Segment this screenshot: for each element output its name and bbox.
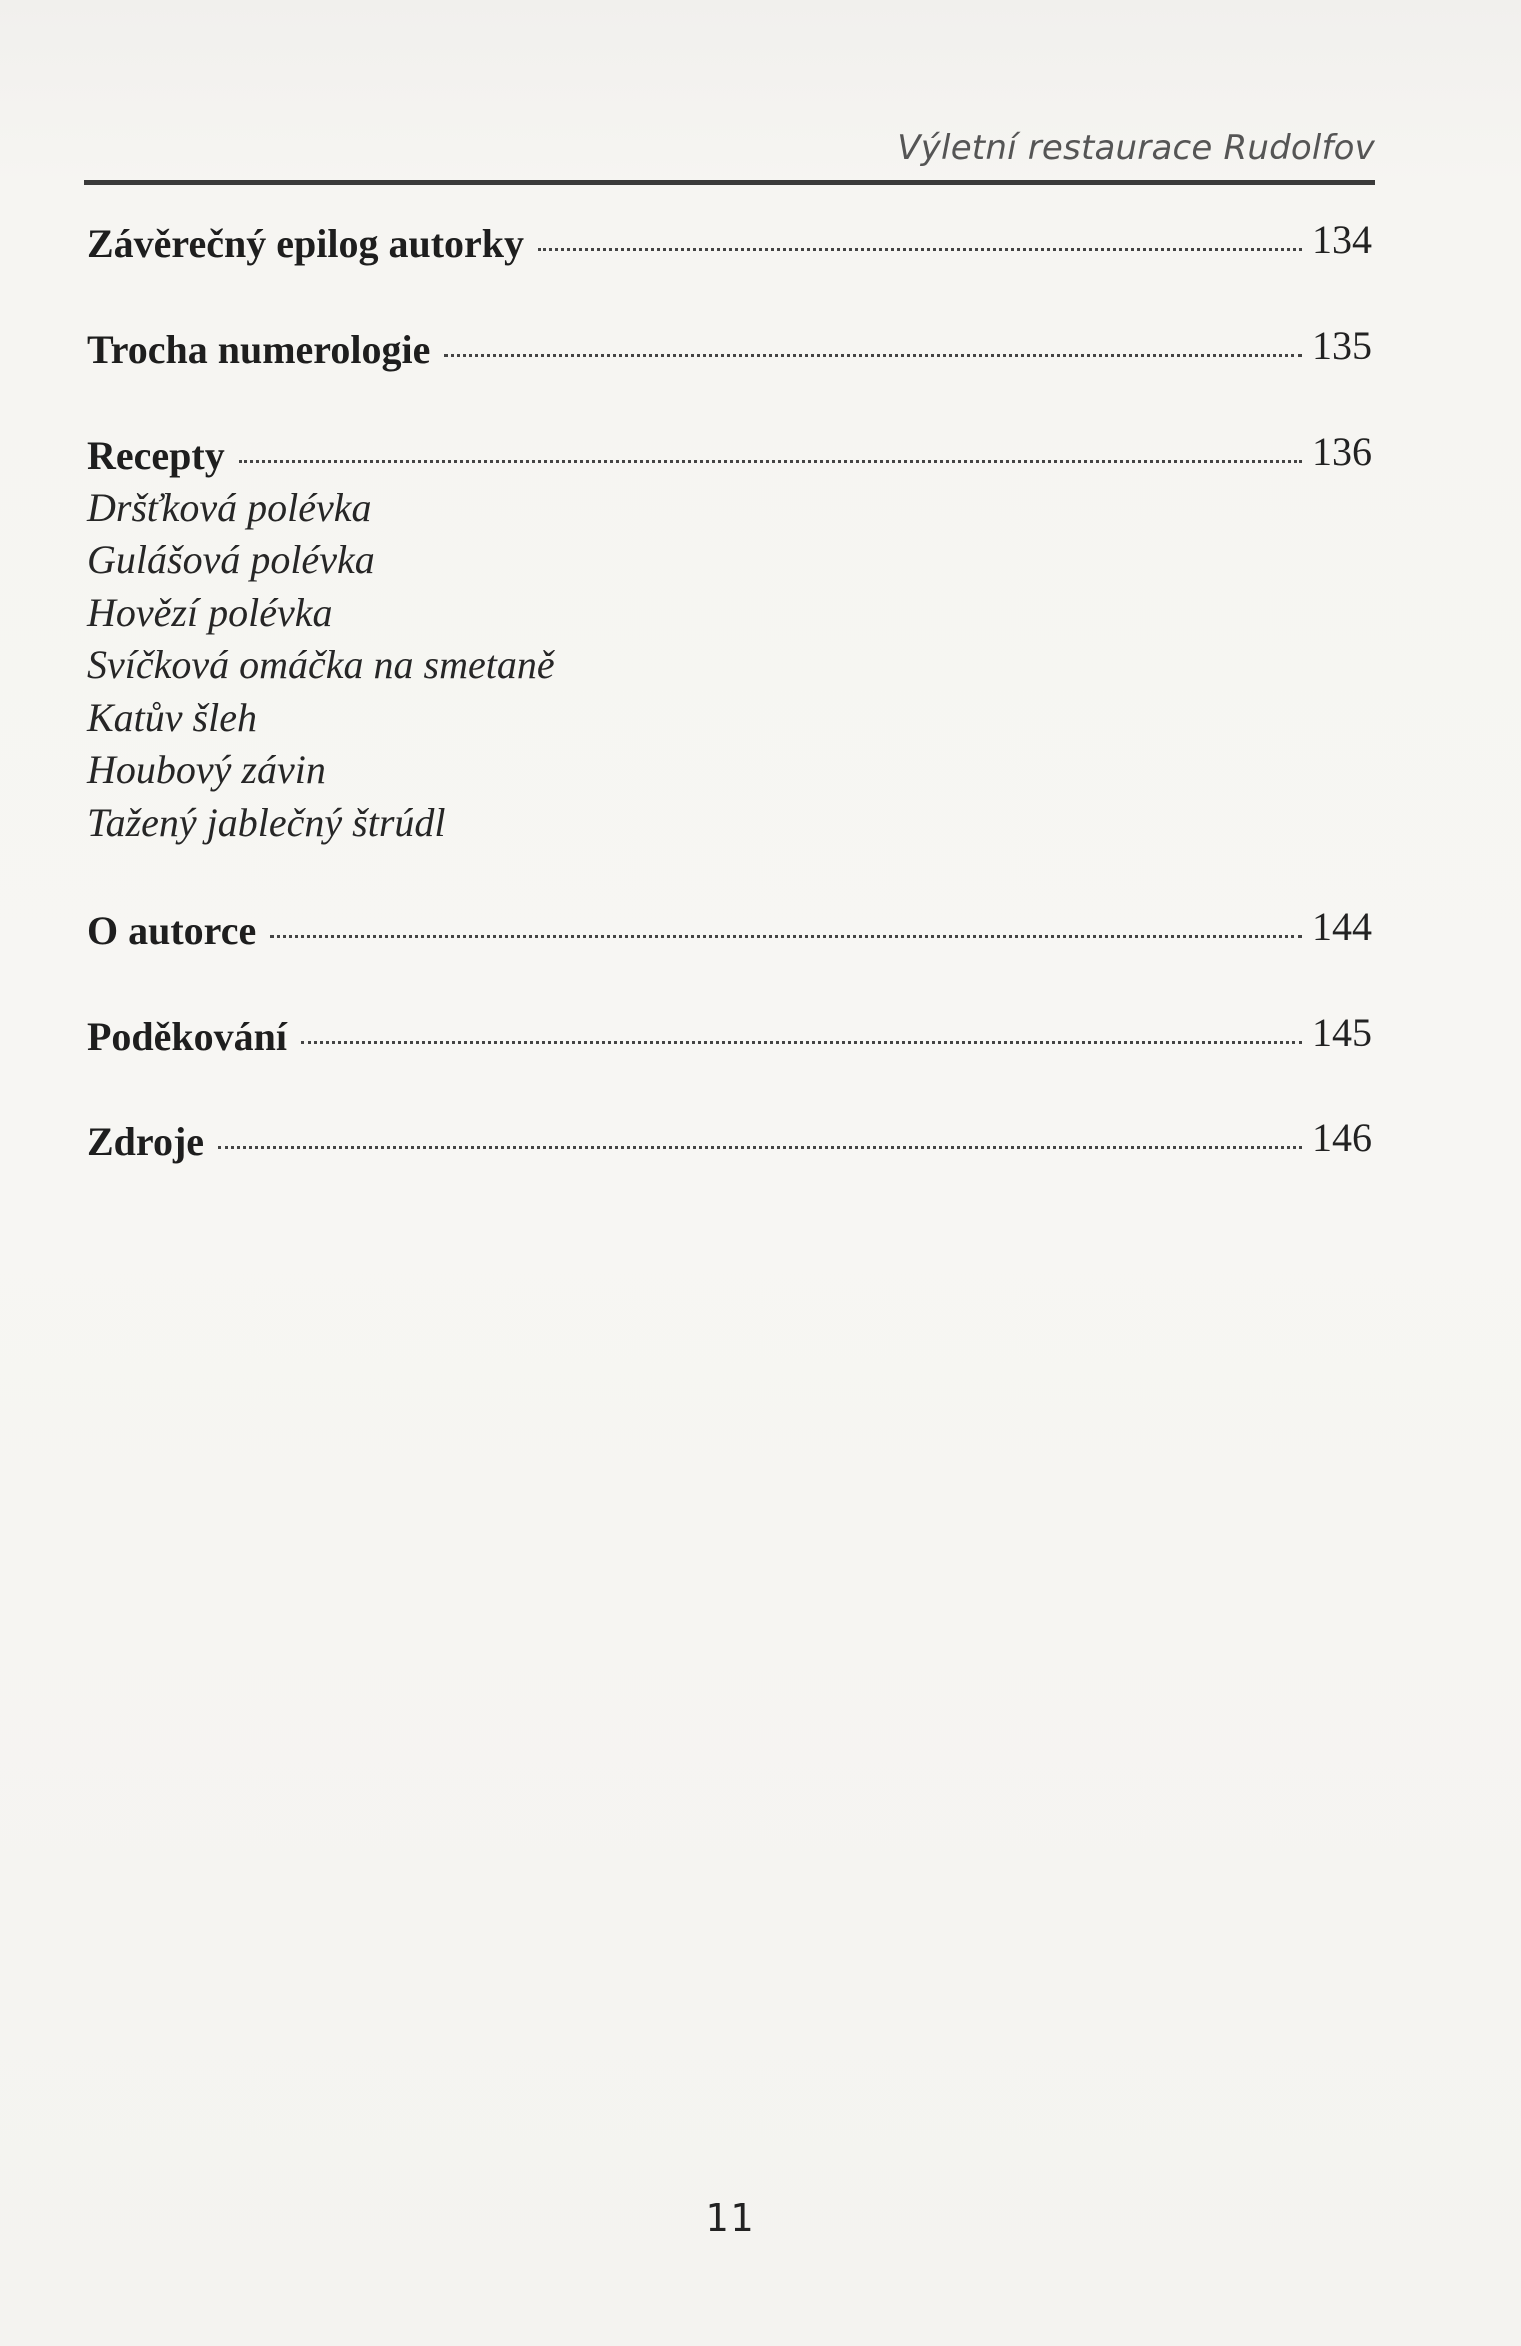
recipe-item: Katův šleh [87,695,257,740]
recipe-item: Dršťková polévka [87,485,372,530]
dot-leader [301,1041,1302,1044]
header-rule [84,180,1375,185]
toc-entry-page: 144 [1312,904,1372,949]
recipe-item: Svíčková omáčka na smetaně [87,642,555,687]
toc-entry-zdroje [87,1115,1372,1166]
toc-entry-recepty [87,429,1372,480]
recipe-item: Hovězí polévka [87,590,333,635]
recipe-item: Tažený jablečný štrúdl [87,800,446,845]
toc-entry-numerologie [87,323,1372,374]
running-header: Výletní restaurace Rudolfov [897,128,1375,168]
toc-entry-page: 136 [1312,429,1372,474]
recipe-item: Houbový závin [87,747,326,792]
toc-entry-title: O autorce [87,908,257,953]
toc-entry-title: Recepty [87,433,225,478]
toc-entry-page: 145 [1312,1010,1372,1055]
dot-leader [270,935,1302,938]
dot-leader [218,1146,1302,1149]
toc-entry-page: 134 [1312,217,1372,262]
toc-entry-title: Závěrečný epilog autorky [87,221,525,266]
toc-entry-page: 146 [1312,1115,1372,1160]
dot-leader [538,248,1302,251]
toc-entry-epilog [87,217,1372,268]
toc-entry-title: Trocha numerologie [87,327,431,372]
dot-leader [239,460,1302,463]
toc-entry-title: Poděkování [87,1014,288,1059]
toc-entry-page: 135 [1312,323,1372,368]
recipe-item: Gulášová polévka [87,537,375,582]
dot-leader [444,354,1302,357]
page-number: 11 [705,2196,755,2240]
toc-entry-title: Zdroje [87,1119,205,1164]
toc-entry-o-autorce [87,904,1372,955]
toc-entry-podekovani [87,1010,1372,1061]
